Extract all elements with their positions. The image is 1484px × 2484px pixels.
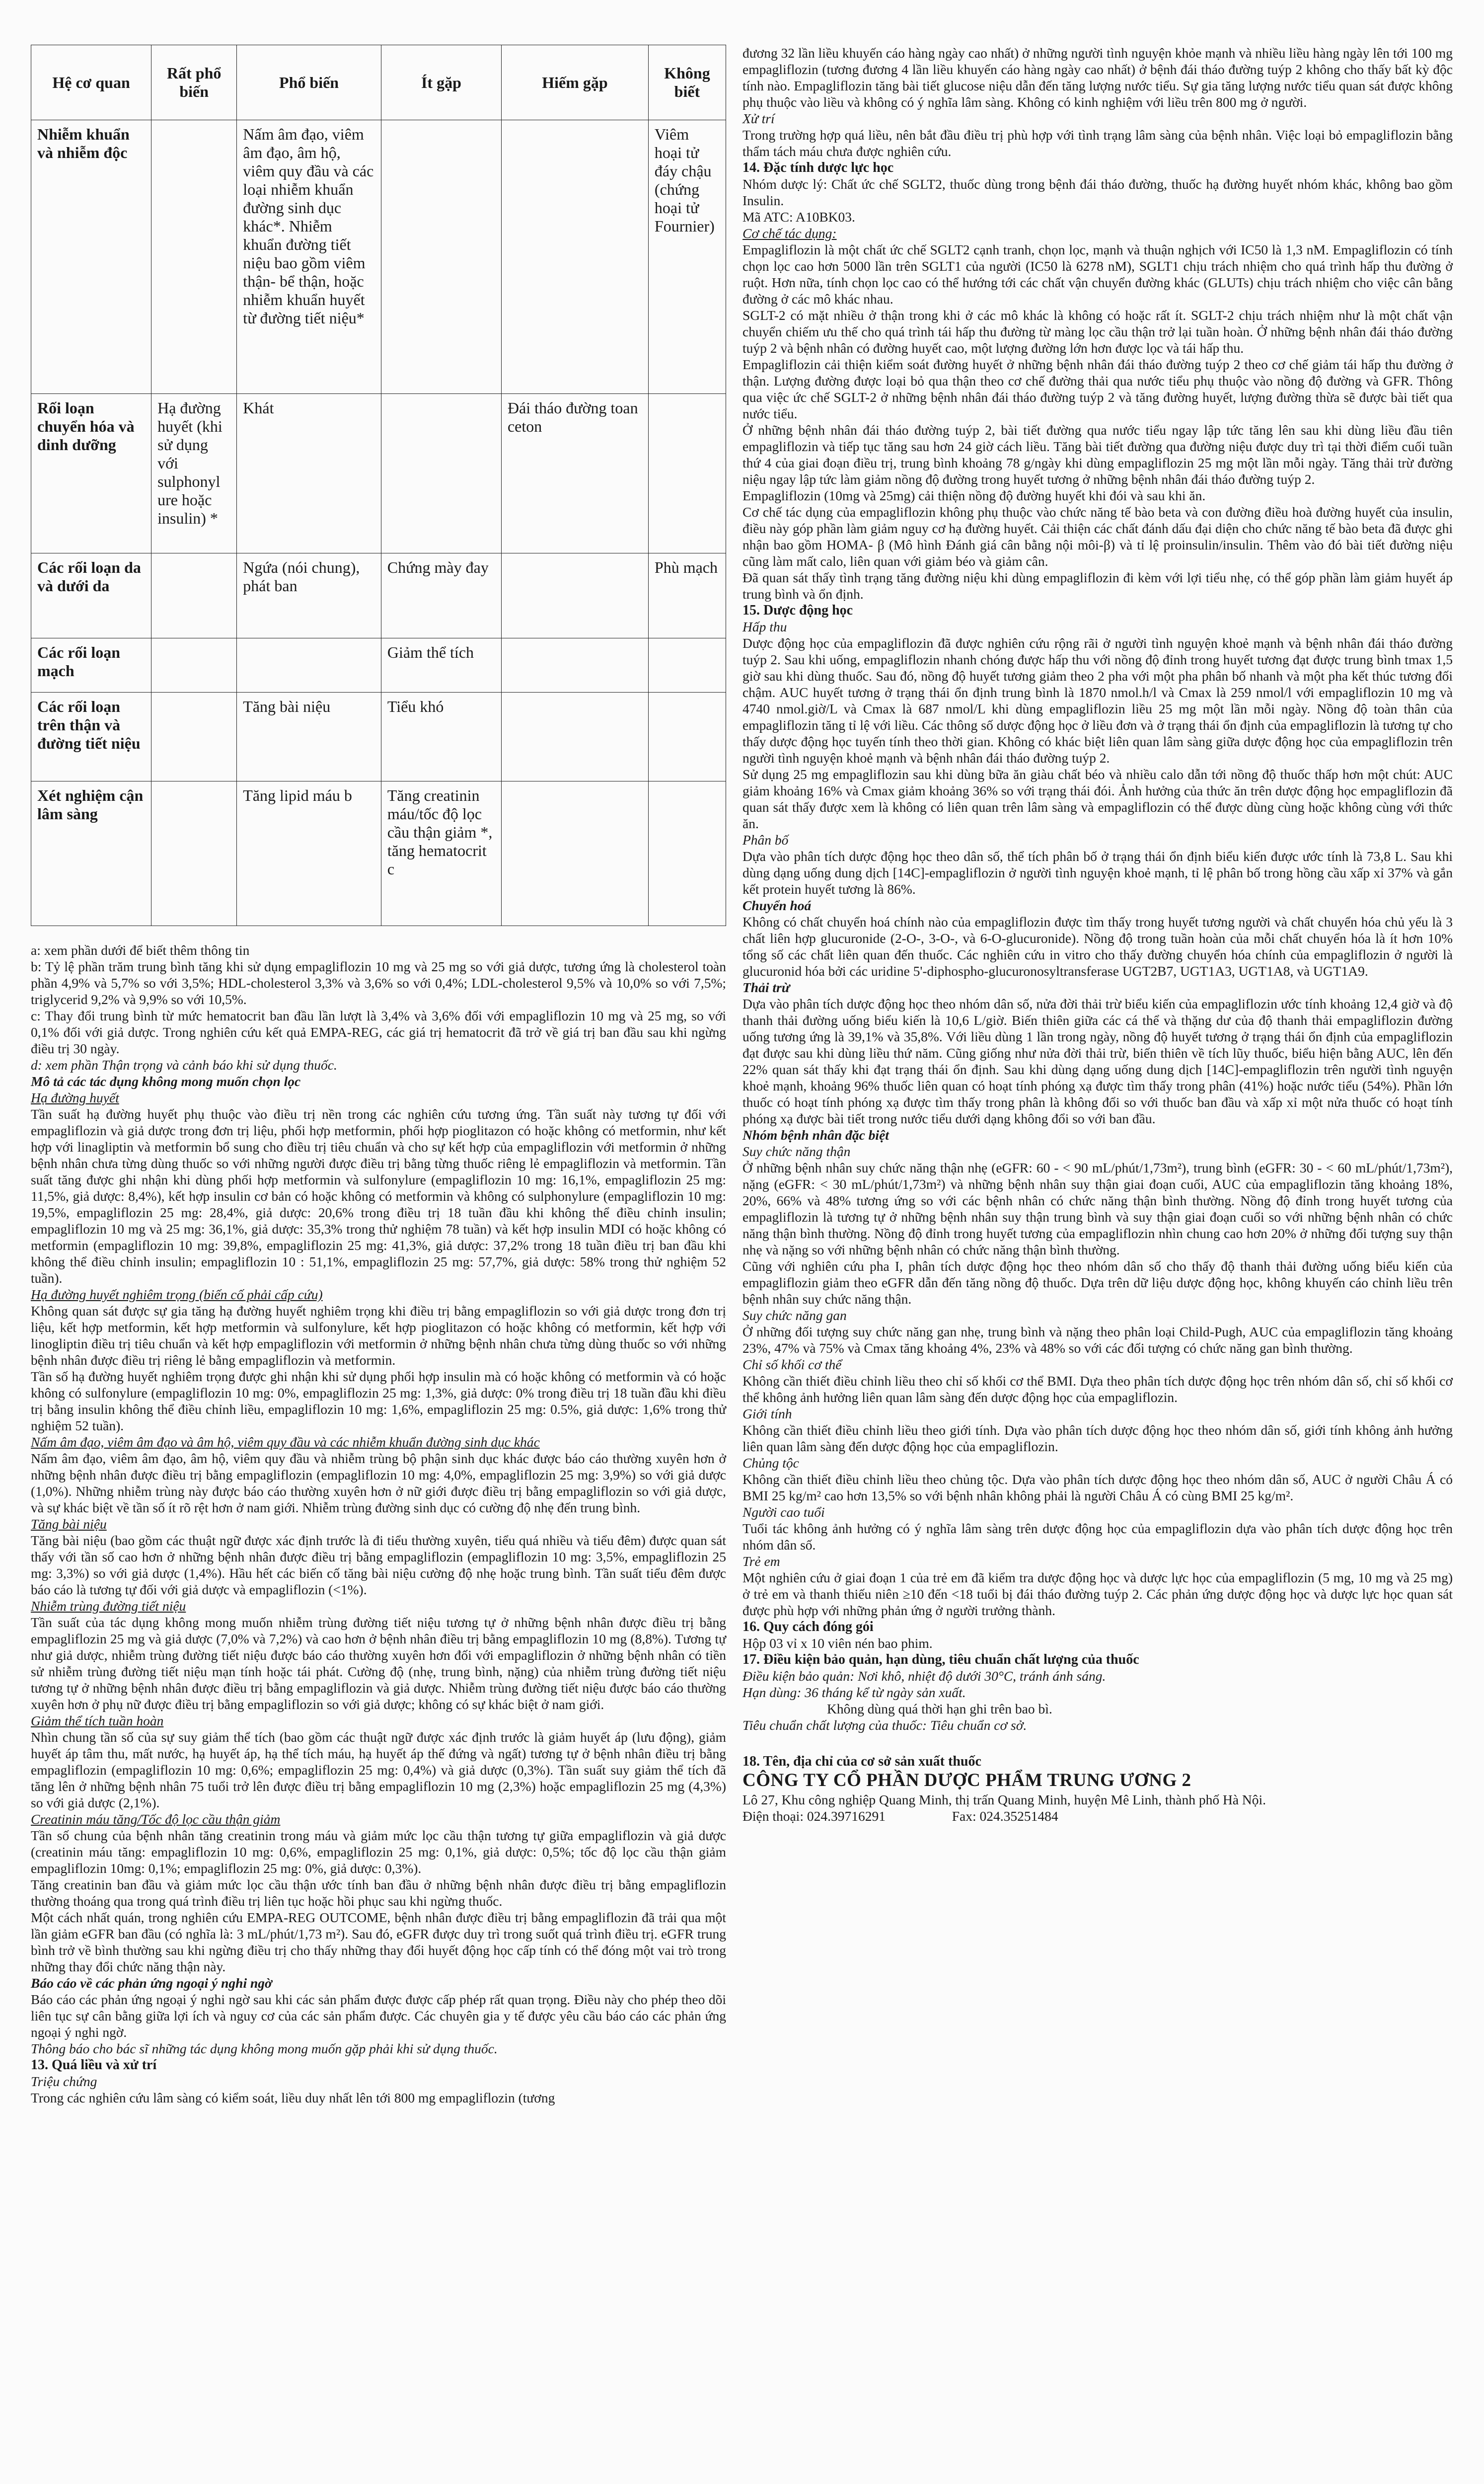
paragraph-mechanism-6: Cơ chế tác dụng của empagliflozin không phụ thuộc vào chức năng tế bào beta và con đường điều hoà đường huyết của insulin, điều này góp phần làm giảm nguy cơ hạ đường huyết. Cải thiện các chất đánh dấu đại diện cho chức năng tế bào beta đã được ghi nhận bao gồm HOMA- β (Mô hình Đánh giá cân bằng nội môi-β) và tỉ lệ proinsulin/insulin. Thêm vào đó bài tiết đường niệu cũng làm mất calo, liên quan với giảm béo và giảm cân. [742,504,1453,569]
subheading-distribution: Phân bố [742,832,789,848]
footnote-a: a: xem phần dưới để biết thêm thông tin [31,942,250,958]
header-rare: Hiếm gặp [501,45,648,120]
paragraph-gender: Không cần thiết điều chỉnh liều theo giới tính. Dựa vào phân tích dược động học theo nhóm dân số, giới tính không ảnh hưởng liên quan lâm sàng đến dược động học của empagliflozin. [742,1422,1453,1454]
subheading-elderly: Người cao tuổi [742,1504,825,1520]
footnote-d: d: xem phần Thận trọng và cảnh báo khi sử dụng thuốc. [31,1057,337,1073]
paragraph-renal-2: Cũng với nghiên cứu pha I, phân tích dược động học theo nhóm dân số cho thấy độ thanh thải đường uống biểu kiến của empagliflozin giảm theo eGFR dẫn đến tăng nồng độ thuốc. Dựa trên dữ liệu dược động học, không khuyến cáo chỉnh liều trên bệnh nhân suy chức năng thận. [742,1258,1453,1307]
table-row [31,553,726,638]
table-cell: Ngứa (nói chung), phát ban [237,553,381,638]
paragraph-mechanism-4: Ở những bệnh nhân đái tháo đường tuýp 2, bài tiết đường qua nước tiểu ngay lập tức tăng lên sau khi dùng liều đầu tiên empagliflozin và tiếp tục tăng sau hơn 24 giờ cách liều. Tăng bài tiết đường qua đường niệu được duy trì tại thời điểm cuối tuần thứ 4 của giai đoạn điều trị, trung bình khoảng 78 g/ngày khi dùng empagliflozin 25 mg một lần mỗi ngày. Tăng thải trừ đường niệu ngay lập tức làm giảm nồng độ đường trong huyết tương ở những bệnh nhân đái tháo đường tuýp 2. [742,422,1453,487]
subheading-genital-infection: Nấm âm đạo, viêm âm đạo và âm hộ, viêm quy đầu và các nhiễm khuẩn đường sinh dục khác [31,1434,540,1450]
table-row [31,693,726,781]
table-cell: Xét nghiệm cận lâm sàng [31,781,151,926]
paragraph-absorption-2: Sử dụng 25 mg empagliflozin sau khi dùng bữa ăn giàu chất béo và nhiều calo dẫn tới nồng độ thuốc thấp hơn một chút: AUC giảm khoảng 16% và Cmax giảm khoảng 36% so với trạng thái đói. Ảnh hưởng của thức ăn trên dược động học empagliflozin đã quan sát thấy được xem là không có liên quan trên lâm sàng và empagliflozin có thể được dùng cùng hoặc không cùng với thức ăn. [742,767,1453,831]
adverse-effects-table [31,45,726,926]
paragraph-metabolism: Không có chất chuyển hoá chính nào của empagliflozin được tìm thấy trong huyết tương người và chất chuyển hóa chủ yếu là 3 chất liên hợp glucuronide (2-O-, 3-O-, và 6-O-glucuronide). Nồng độ trong tuần hoàn của mỗi chất chuyển hóa là ít hơn 10% tổng số các chất liên quan đến thuốc. Các nghiên cứu in vitro cho thấy đường chuyển hóa chính của empagliflozin ở người là glucuronid hóa bởi các uridine 5'-diphospho-glucuronosyltransferase UGT2B7, UGT1A3, UGT1A8, và UGT1A9. [742,914,1453,979]
table-cell [501,781,648,926]
table-cell [501,553,648,638]
paragraph-hypoglycemia: Tần suất hạ đường huyết phụ thuộc vào điều trị nền trong các nghiên cứu tương ứng. Tần suất này tương tự đối với empagliflozin và giả dược trong đơn trị liệu, phối hợp metformin, phối hợp pioglitazon có hoặc không có metformin, như kết hợp với linagliptin và metformin bổ sung cho điều trị tiêu chuẩn và cho sự kết hợp của empagliflozin với metformin ở những bệnh nhân chưa từng dùng thuốc so với những người được điều trị bằng từng thuốc riêng lẻ empagliflozin và metformin. Tần suất tăng được ghi nhận khi dùng phối hợp metformin và sulfonylure (empagliflozin 10 mg: 16,1%, empagliflozin 25 mg: 11,5%, giả dược: 8,4%), kết hợp insulin cơ bản có hoặc không có metformin và không có sulphonylure (empagliflozin 10 mg: 19,5%, empagliflozin 25 mg: 28,4%, giả dược: 20,6% trong điều trị 18 tuần đầu khi không thể điều chỉnh insulin; empagliflozin 10 mg và 25 mg: 36,1%, giả dược: 35,3% trong thử nghiệm 78 tuần) và kết hợp insulin MDI có hoặc không có metformin (empagliflozin 10 mg: 39,8%, empagliflozin 25 mg: 41,3%, giả dược: 37,2% trong 18 tuần điều trị ban đầu khi không thể điều chỉnh insulin; empagliflozin 10 : 51,1%, empagliflozin 25 mg: 57,7%, giả dược: 58% trong thử nghiệm 52 tuần). [31,1106,726,1286]
paragraph-creatinine-2: Tăng creatinin ban đầu và giảm mức lọc cầu thận ước tính ban đầu ở những bệnh nhân được điều trị bằng empagliflozin thường thoáng qua trong quá trình điều trị liên tục hoặc hồi phục sau khi ngừng thuốc. [31,1877,726,1909]
table-cell [151,693,237,781]
section-16-heading: 16. Quy cách đóng gói [742,1619,874,1634]
subheading-metabolism: Chuyển hoá [742,898,812,913]
subheading-renal-impairment: Suy chức năng thận [742,1144,851,1159]
table-cell [151,638,237,693]
section-15-heading: 15. Dược động học [742,603,853,618]
table-row [31,120,726,394]
paragraph-elimination: Dựa vào phân tích dược động học theo nhóm dân số, nửa đời thải trừ biểu kiến của empagliflozin ước tính khoảng 12,4 giờ và độ thanh thải đường uống biểu kiến là 10,6 L/giờ. Biến thiên giữa các cá thể và thặng dư của độ thanh thải empagliflozin đường uống tương ứng là 39,1% và 35,8%. Với liều dùng 1 lần trong ngày, nồng độ huyết tương ở trạng thái ổn định của empagliflozin đạt được sau khi dùng liều thứ năm. Cũng giống như nửa đời thải trừ, biến thiên về tích lũy thuốc, biểu hiện bằng AUC, lên đến 22% quan sát thấy khi đạt trạng thái ổn định. Sau khi dùng dạng uống dung dịch [14C]-empagliflozin trên người tình nguyện khoẻ mạnh, khoảng 96% thuốc liên quan có hoạt tính phóng xạ được tìm thấy trong phân (41%) hoặc nước tiểu (54%). Phần lớn thuốc có hoạt tính phóng xạ được tìm thấy trong phân là không đổi so với thuốc ban đầu và xấp xỉ một nửa thuốc có hoạt tính phóng xạ được bài tiết trong nước tiểu dưới dạng không đổi so với ban đầu. [742,996,1453,1126]
subheading-volume-depletion: Giảm thể tích tuần hoàn [31,1713,164,1728]
subheading-special-populations: Nhóm bệnh nhân đặc biệt [742,1127,889,1143]
table-header-row [31,45,726,120]
paragraph-reporting: Báo cáo các phản ứng ngoại ý nghi ngờ sau khi các sản phẩm được được cấp phép rất quan trọng. Điều này cho phép theo dõi liên tục sự cân bằng giữa lợi ích và nguy cơ của các sản phẩm được. Các chuyên gia y tế được yêu cầu báo cáo các phản ứng ngoại ý nghi ngờ. [31,1992,726,2040]
subheading-management: Xử trí [742,111,775,126]
table-cell: Phù mạch [648,553,726,638]
subheading-creatinine: Creatinin máu tăng/Tốc độ lọc cầu thận giảm [31,1811,281,1827]
header-uncommon: Ít gặp [381,45,501,120]
paragraph-creatinine-3: Một cách nhất quán, trong nghiên cứu EMPA-REG OUTCOME, bệnh nhân được điều trị bằng empagliflozin đã trải qua một lần giảm eGFR ban đầu (có nghĩa là: 3 mL/phút/1,73 m²). Sau đó, eGFR được duy trì trong suốt quá trình điều trị. eGFR trung bình trở về bình thường sau khi ngừng điều trị cho thấy những thay đổi huyết động học cấp tính có thể đóng một vai trò trong những thay đổi chức năng thận này. [31,1910,726,1974]
subheading-absorption: Hấp thu [742,619,787,634]
subheading-hepatic-impairment: Suy chức năng gan [742,1308,847,1323]
subheading-severe-hypoglycemia: Hạ đường huyết nghiêm trọng (biến cố phải cấp cứu) [31,1287,323,1302]
left-column [31,45,726,2106]
table-footnotes [31,942,726,1073]
table-cell: Tăng lipid máu b [237,781,381,926]
subheading-urination: Tăng bài niệu [31,1516,107,1532]
table-cell [381,394,501,553]
subheading-symptoms: Triệu chứng [31,2074,97,2089]
subheading-gender: Giới tính [742,1406,792,1421]
subheading-bmi: Chỉ số khối cơ thể [742,1357,842,1372]
manufacturer-name: CÔNG TY CỔ PHẦN DƯỢC PHẨM TRUNG ƯƠNG 2 [742,1770,1191,1790]
table-cell [381,120,501,394]
paragraph-mechanism-3: Empagliflozin cải thiện kiểm soát đường huyết ở những bệnh nhân đái tháo đường tuýp 2 theo cơ chế giảm tái hấp thu đường ở thận. Lượng đường được loại bỏ qua thận theo cơ chế đường thải qua nước tiểu phụ thuộc vào nồng độ đường và GFR. Thông qua việc ức chế SGLT-2 ở những bệnh nhân đái tháo đường tuýp 2 và tăng đường huyết, lượng đường thừa sẽ được bài tiết qua nước tiểu. [742,357,1453,421]
paragraph-expiry-warning: Không dùng quá thời hạn ghi trên bao bì. [827,1701,1052,1716]
paragraph-mechanism-2: SGLT-2 có mặt nhiều ở thận trong khi ở các mô khác là không có hoặc rất ít. SGLT-2 chịu trách nhiệm như là một chất vận chuyển chiếm ưu thế cho quá trình tái hấp thu đường từ màng lọc cầu thận trở lại tuần hoàn. Ở những bệnh nhân đái tháo đường tuýp 2 và bệnh nhân có đường huyết cao, một lượng đường lớn hơn được lọc và tái hấp thu. [742,308,1453,356]
table-cell: Đái tháo đường toan ceton [501,394,648,553]
subheading-hypoglycemia: Hạ đường huyết [31,1090,119,1105]
section-17-heading: 17. Điều kiện bảo quản, hạn dùng, tiêu chuẩn chất lượng của thuốc [742,1652,1139,1667]
paragraph-severe-1: Không quan sát được sự gia tăng hạ đường huyết nghiêm trọng khi điều trị bằng empagliflozin so với giả dược trong đơn trị liệu, kết hợp metformin, kết hợp metformin và sulfonylure, kết hợp pioglitazon có hoặc không có metformin, kết hợp với linogliptin điều trị tiêu chuẩn và kết hợp empagliflozin với metformin ở những bệnh nhân chưa từng dùng thuốc so với những bệnh nhân được điều trị riêng lẻ bằng empagliflozin và metformin. [31,1303,726,1368]
table-cell [151,553,237,638]
paragraph-renal-1: Ở những bệnh nhân suy chức năng thận nhẹ (eGFR: 60 - < 90 mL/phút/1,73m²), trung bình (eGFR: 30 - < 60 mL/phút/1,73m²), nặng (eGFR: < 30 mL/phút/1,73m²) và những bệnh nhân suy thận giai đoạn cuối, AUC của empagliflozin tăng khoảng 18%, 20%, 66% và 48% tương ứng so với các bệnh nhân có chức năng thận bình thường. Nồng độ đỉnh trong huyết tương của empagliflozin là tương tự ở những bệnh nhân suy thận trung bình và suy thận giai đoạn cuối so với những bệnh nhân có chức năng thận bình thường. Nồng độ đỉnh trong huyết tương của empagliflozin nhìn chung cao hơn 20% ở những đối tượng suy thận nhẹ và nặng so với những bệnh nhân có chức năng thận bình thường. [742,1160,1453,1257]
header-unknown: Không biết [648,45,726,120]
table-row [31,638,726,693]
paragraph-overdose-continued: đương 32 lần liều khuyến cáo hàng ngày cao nhất) ở những người tình nguyện khỏe mạnh và nhiều liều hàng ngày lên tới 100 mg empagliflozin (tương đương 4 lần liều khuyến cáo hàng ngày cao nhất) ở bệnh đái tháo đường tuýp 2 không cho thấy bất kỳ độc tính nào. Empagliflozin tăng bài tiết glucose niệu dẫn đến tăng lượng nước tiểu. Sự gia tăng lượng nước tiểu quan sát được không phụ thuộc vào liều và không có ý nghĩa lâm sàng. Không có kinh nghiệm với liều trên 800 mg ở người. [742,45,1453,110]
paragraph-uti: Tần suất của tác dụng không mong muốn nhiễm trùng đường tiết niệu tương tự ở những bệnh nhân được điều trị bằng empagliflozin 25 mg và giả dược (7,0% và 7,2%) và cao hơn ở bệnh nhân điều trị bằng empagliflozin 10 mg (8,8%). Tương tự như giả dược, nhiễm trùng đường tiết niệu được báo cáo thường xuyên hơn đối với empagliflozin ở những bệnh nhân có tiền sử nhiễm trùng đường tiết niệu mạn tính hoặc tái phát. Cường độ (nhẹ, trung bình, nặng) của nhiễm trùng đường tiết niệu tương tự ở những bệnh nhân được điều trị bằng empagliflozin và giả dược. Nhiễm trùng đường tiết niệu được báo cáo thường xuyên hơn ở phụ nữ được điều trị bằng empagliflozin so với giả dược; không có sự khác biệt ở nam giới. [31,1615,726,1712]
paragraph-creatinine-1: Tần số chung của bệnh nhân tăng creatinin trong máu và giảm mức lọc cầu thận tương tự giữa empagliflozin và giả dược (creatinin máu tăng: empagliflozin 10 mg: 0,6%, empagliflozin 25 mg: 0,1%, giả dược: 0,5%; tốc độ lọc cầu thận giảm empagliflozin 10mg: 0,1%; empagliflozin 25 mg: 0%, giả dược: 0,3%). [31,1828,726,1876]
subheading-mechanism: Cơ chế tác dụng: [742,226,837,241]
subheading-uti: Nhiễm trùng đường tiết niệu [31,1598,186,1614]
table-cell: Viêm hoại tử đáy chậu (chứng hoại tử Fournier) [648,120,726,394]
right-column [742,45,1453,1824]
header-very-common: Rất phổ biến [151,45,237,120]
table-cell: Tăng creatinin máu/tốc độ lọc cầu thận giảm *, tăng hematocrit c [381,781,501,926]
table-cell: Tiểu khó [381,693,501,781]
table-cell: Các rối loạn mạch [31,638,151,693]
manufacturer-phone: Điện thoại: 024.39716291 [742,1808,886,1824]
table-cell: Rối loạn chuyển hóa và dinh dưỡng [31,394,151,553]
section-14-heading: 14. Đặc tính dược lực học [742,160,894,175]
paragraph-atc-code: Mã ATC: A10BK03. [742,209,855,225]
paragraph-hepatic: Ở những đối tượng suy chức năng gan nhẹ, trung bình và nặng theo phân loại Child-Pugh, AUC của empagliflozin tăng khoảng 23%, 47% và 75% và Cmax tăng khoảng 4%, 23% và 48% so với các đối tượng có chức năng gan bình thường. [742,1324,1453,1356]
manufacturer-address: Lô 27, Khu công nghiệp Quang Minh, thị trấn Quang Minh, huyện Mê Linh, thành phố Hà Nội. [742,1792,1266,1807]
paragraph-management: Trong trường hợp quá liều, nên bắt đầu điều trị phù hợp với tình trạng lâm sàng của bệnh nhân. Việc loại bỏ empagliflozin bằng thẩm tách máu chưa được nghiên cứu. [742,127,1453,159]
paragraph-race: Không cần thiết điều chỉnh liều theo chủng tộc. Dựa vào phân tích dược động học theo nhóm dân số, AUC ở người Châu Á có BMI 25 kg/m² cao hơn 13,5% so với bệnh nhân không phải là người Châu Á có cùng BMI 25 kg/m². [742,1472,1453,1503]
header-common: Phổ biến [237,45,381,120]
table-cell [648,781,726,926]
paragraph-storage: Điều kiện bảo quản: Nơi khô, nhiệt độ dưới 30°C, tránh ánh sáng. [742,1668,1106,1684]
table-cell [151,781,237,926]
paragraph-mechanism-1: Empagliflozin là một chất ức chế SGLT2 cạnh tranh, chọn lọc, mạnh và thuận nghịch với IC50 là 1,3 nM. Empagliflozin có tính chọn lọc cao hơn 5000 lần trên SGLT1 của người (IC50 là 6278 nM), SGLT1 chịu trách nhiệm cho quá trình hấp thu đường ở ruột. Hơn nữa, tính chọn lọc cao có thể hướng tới các chất vận chuyển đường khác (GLUTs) chịu trách nhiệm cho việc cân bằng đường ở các mô khác nhau. [742,242,1453,307]
paragraph-packaging: Hộp 03 vỉ x 10 viên nén bao phim. [742,1635,933,1651]
section-heading-reporting: Báo cáo về các phản ứng ngoại ý nghi ngờ [31,1975,272,1991]
paragraph-urination: Tăng bài niệu (bao gồm các thuật ngữ được xác định trước là đi tiểu thường xuyên, tiểu quá nhiều và tiểu đêm) được quan sát thấy với tần số cao hơn ở những bệnh nhân được điều trị bằng empagliflozin (empagliflozin 10 mg: 3,5%, empagliflozin 25 mg: 3,3%) so với giả dược (1,4%). Hầu hết các biến cố tăng bài niệu cường độ nhẹ hoặc trung bình. Tần suất tiểu đêm được báo cáo là tương tự đối với giả dược và empagliflozin (<1%). [31,1533,726,1597]
table-cell: Giảm thể tích [381,638,501,693]
header-organ: Hệ cơ quan [31,45,151,120]
paragraph-symptoms: Trong các nghiên cứu lâm sàng có kiểm soát, liều duy nhất lên tới 800 mg empagliflozin (tương [31,2090,555,2105]
table-cell: Nấm âm đạo, viêm âm đạo, âm hộ, viêm quy đầu và các loại nhiễm khuẩn đường sinh dục khác*. Nhiễm khuẩn đường tiết niệu bao gồm viêm thận- bể thận, hoặc nhiễm khuẩn huyết từ đường tiết niệu* [237,120,381,394]
subheading-race: Chủng tộc [742,1455,799,1471]
section-heading-adverse-details: Mô tả các tác dụng không mong muốn chọn lọc [31,1074,301,1089]
table-cell: Hạ đường huyết (khi sử dụng với sulphonyl ure hoặc insulin) * [151,394,237,553]
paragraph-children: Một nghiên cứu ở giai đoạn 1 của trẻ em đã kiểm tra dược động học và dược lực học của empagliflozin (5 mg, 10 mg và 25 mg) ở trẻ em và thanh thiếu niên ≥10 đến <18 tuổi bị đái tháo đường tuýp 2. Các phản ứng dược động học và dược lực học quan sát được phù hợp với những phản ứng ở người trưởng thành. [742,1570,1453,1618]
paragraph-notify: Thông báo cho bác sĩ những tác dụng không mong muốn gặp phải khi sử dụng thuốc. [31,2041,498,2056]
table-cell [648,638,726,693]
paragraph-mechanism-5: Empagliflozin (10mg và 25mg) cải thiện nồng độ đường huyết khi đói và sau khi ăn. [742,488,1206,503]
table-cell [501,638,648,693]
paragraph-shelf-life: Hạn dùng: 36 tháng kể từ ngày sản xuất. [742,1685,966,1700]
table-cell: Các rối loạn da và dưới da [31,553,151,638]
manufacturer-contact [742,1808,1453,1824]
paragraph-elderly: Tuổi tác không ảnh hưởng có ý nghĩa lâm sàng trên dược động học của empagliflozin dựa vào phân tích dược động học trên nhóm dân số. [742,1521,1453,1552]
paragraph-volume-depletion: Nhìn chung tần số của sự suy giảm thể tích (bao gồm các thuật ngữ được xác định trước là giảm huyết áp (lưu động), giảm huyết áp tâm thu, mất nước, hạ huyết áp, hạ thể tích máu, hạ huyết áp thế đứng và ngất) tương tự ở bệnh nhân điều trị bằng empagliflozin (empagliflozin 10 mg: 0,6%; empagliflozin 25 mg: 0,4%) và giả dược (0,3%). Tần suất suy giảm thể tích đã tăng lên ở những bệnh nhân 75 tuổi trở lên được điều trị bằng empagliflozin 10 mg (2,3%) hoặc empagliflozin 25 mg (4,3%) so với giả dược (2,1%). [31,1729,726,1810]
table-cell [648,693,726,781]
table-cell [151,120,237,394]
footnote-c: c: Thay đổi trung bình từ mức hematocrit ban đầu lần lượt là 3,4% và 3,6% đối với empagliflozin 10 mg và 25 mg, so với 0,1% đối với giả dược. Trong nghiên cứu kết quả EMPA-REG, các giá trị hematocrit đã trở về giá trị ban đầu sau khi ngừng điều trị 30 ngày. [31,1008,726,1056]
table-row [31,394,726,553]
table-cell [648,394,726,553]
paragraph-pharmacologic-group: Nhóm dược lý: Chất ức chế SGLT2, thuốc dùng trong bệnh đái tháo đường, thuốc hạ đường huyết nhóm khác, không bao gồm Insulin. [742,176,1453,208]
subheading-elimination: Thải trừ [742,980,790,995]
footnote-b: b: Tỷ lệ phần trăm trung bình tăng khi sử dụng empagliflozin 10 mg và 25 mg so với giả dược, tương ứng là cholesterol toàn phần 4,9% và 5,7% so với 3,5%; HDL-cholesterol 3,3% và 3,6% so với 0,4%; LDL-cholesterol 9,5% và 10,0% so với 7,5%; triglycerid 9,2% và 9,9% so với 10,5%. [31,959,726,1007]
manufacturer-fax: Fax: 024.35251484 [952,1808,1058,1824]
paragraph-distribution: Dựa vào phân tích dược động học theo dân số, thể tích phân bố ở trạng thái ổn định biểu kiến được ước tính là 73,8 L. Sau khi dùng dạng uống dung dịch [14C]-empagliflozin ở người tình nguyện khoẻ mạnh, tỉ lệ phân bố trong hồng cầu xấp xỉ 37% và gắn kết protein huyết tương là 86%. [742,849,1453,897]
section-13-heading: 13. Quá liều và xử trí [31,2057,157,2073]
table-cell: Khát [237,394,381,553]
table-cell: Chứng mày đay [381,553,501,638]
table-cell: Tăng bài niệu [237,693,381,781]
paragraph-mechanism-7: Đã quan sát thấy tình trạng tăng đường niệu khi dùng empagliflozin đi kèm với lợi tiểu nhẹ, có thể góp phần làm giảm huyết áp trung bình và ổn định. [742,570,1453,602]
paragraph-bmi: Không cần thiết điều chỉnh liều theo chỉ số khối cơ thể BMI. Dựa theo phân tích dược động học trên nhóm dân số, chỉ số khối cơ thể không ảnh hưởng liên quan lâm sàng đến dược động học của empagliflozin. [742,1373,1453,1405]
paragraph-severe-2: Tần số hạ đường huyết nghiêm trọng được ghi nhận khi sử dụng phối hợp insulin mà có hoặc không có metformin và có hoặc không có sulfonylure (empagliflozin 10 mg: 0%, empagliflozin 25 mg: 1,3%, giả dược: 0% trong điều trị 18 tuần đầu khi điều trị bằng insulin không thể điều chỉnh liều, empagliflozin 10 mg: 1,6%, empagliflozin 25 mg: 0.5%, giả dược: 1,6% trong thử nghiệm 52 tuần). [31,1369,726,1433]
table-cell [237,638,381,693]
table-cell [501,120,648,394]
paragraph-quality-standard: Tiêu chuẩn chất lượng của thuốc: Tiêu chuẩn cơ sở. [742,1717,1027,1733]
section-18-heading: 18. Tên, địa chỉ của cơ sở sản xuất thuốc [742,1754,981,1769]
paragraph-genital-infection: Nấm âm đạo, viêm âm đạo, âm hộ, viêm quy đầu và nhiễm trùng bộ phận sinh dục khác được báo cáo thường xuyên hơn ở những bệnh nhân được điều trị bằng empagliflozin (empagliflozin 10 mg: 4,0%, empagliflozin 25 mg: 3,9%) so với giả dược (1,0%). Những nhiễm trùng này được báo cáo thường xuyên hơn ở nữ giới được điều trị bằng empagliflozin so với giả dược, và sự khác biệt về tần số ít rõ rệt hơn ở nam giới. Nhiễm trùng đường sinh dục có cường độ nhẹ đến trung bình. [31,1451,726,1515]
paragraph-absorption-1: Dược động học của empagliflozin đã được nghiên cứu rộng rãi ở người tình nguyện khoẻ mạnh và bệnh nhân đái tháo đường tuýp 2. Sau khi uống, empagliflozin nhanh chóng được hấp thu với nồng độ đỉnh trong huyết tương đạt được trung bình tmax 1,5 giờ sau khi dùng thuốc. Sau đó, nồng độ huyết tương giảm theo 2 pha với một pha phân bố nhanh và một pha kết thúc tương đối chậm. AUC huyết tương ở trạng thái ổn định trung bình là 1870 nmol.h/l và Cmax là 259 nmol/l với empagliflozin 10 mg và 4740 nmol.giờ/L và Cmax là 687 nmol/L khi dùng empagliflozin liều 25 mg một lần mỗi ngày. Nồng độ toàn thân của empagliflozin tăng tỉ lệ với liều. Các thông số dược động học ở liều đơn và ở trạng thái ổn định của empagliflozin là tương tự cho thấy dược động học tuyến tính theo thời gian. Không có khác biệt liên quan lâm sàng giữa dược động học của empagliflozin trên người tình nguyện khoẻ mạnh và bệnh nhân đái tháo đường tuýp 2. [742,635,1453,766]
table-cell: Nhiễm khuẩn và nhiễm độc [31,120,151,394]
table-row [31,781,726,926]
table-cell [501,693,648,781]
table-cell: Các rối loạn trên thận và đường tiết niệu [31,693,151,781]
subheading-children: Trẻ em [742,1553,780,1569]
